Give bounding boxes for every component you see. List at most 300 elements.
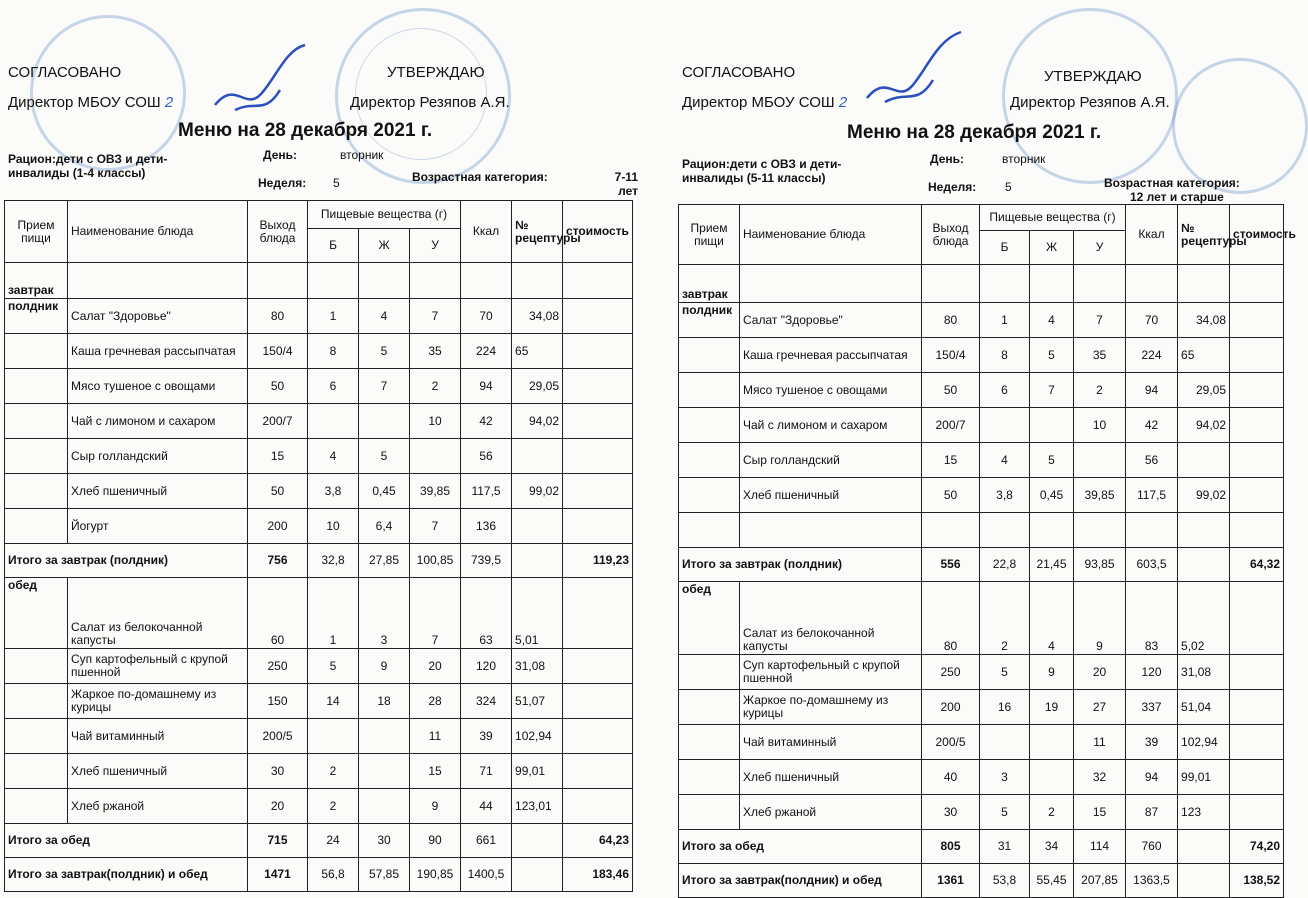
table-row: [679, 408, 1284, 443]
fat-cell: 5: [1030, 443, 1074, 478]
protein-cell: 1: [980, 303, 1030, 338]
dish-name: Хлеб пшеничный: [68, 474, 248, 509]
table-cell: [5, 334, 68, 369]
cost-cell: [563, 789, 633, 824]
kcal-cell: 71: [461, 754, 512, 789]
recipe-cell: 51,04: [1178, 690, 1230, 725]
protein-cell: 8: [980, 338, 1030, 373]
week-label: Неделя:: [928, 180, 977, 194]
protein-cell: 6: [308, 369, 359, 404]
kcal-cell: 70: [461, 299, 512, 334]
cost-cell: [1230, 795, 1284, 830]
kcal-cell: 117,5: [1126, 478, 1178, 513]
fat-cell: 4: [1030, 582, 1074, 655]
recipe-cell: 99,02: [512, 474, 563, 509]
table-cell: [980, 265, 1030, 303]
table-cell: [410, 263, 461, 299]
protein-cell: [980, 408, 1030, 443]
protein-cell: 3: [980, 760, 1030, 795]
column-header: Ккал: [461, 201, 512, 263]
table-row: [5, 474, 633, 509]
yield-cell: 80: [248, 299, 308, 334]
total-row: [679, 830, 1284, 864]
table-cell: [5, 369, 68, 404]
fat-cell: 7: [1030, 373, 1074, 408]
table-cell: [359, 263, 410, 299]
week-value: 5: [333, 176, 340, 190]
recipe-cell: 65: [1178, 338, 1230, 373]
yield-cell: 15: [922, 443, 980, 478]
table-header-row: [679, 205, 1284, 231]
column-header: № рецептуры: [512, 201, 563, 263]
fat-cell: [1030, 408, 1074, 443]
yield-cell: 30: [248, 754, 308, 789]
table-row: [5, 299, 633, 334]
total-row: [5, 858, 633, 892]
table-cell: [679, 443, 740, 478]
recipe-cell: 5,02: [1178, 582, 1230, 655]
fat-cell: 0,45: [359, 474, 410, 509]
kcal-cell: 94: [461, 369, 512, 404]
yield-cell: [922, 513, 980, 548]
carb-cell: 15: [410, 754, 461, 789]
total-protein: 31: [980, 830, 1030, 864]
table-cell: [1126, 265, 1178, 303]
yield-cell: 80: [922, 303, 980, 338]
dish-name: Жаркое по-домашнему из курицы: [740, 690, 922, 725]
column-header: Пищевые вещества (г): [308, 201, 461, 229]
carb-cell: 20: [1074, 655, 1126, 690]
dish-name: Сыр голландский: [68, 439, 248, 474]
protein-cell: [308, 404, 359, 439]
total-fat: 21,45: [1030, 548, 1074, 582]
cost-cell: [563, 404, 633, 439]
table-cell: [679, 655, 740, 690]
dish-name: Чай с лимоном и сахаром: [68, 404, 248, 439]
ration-label: Рацион:дети с ОВЗ и дети-инвалиды (1-4 классы): [8, 152, 168, 180]
yield-cell: 200/7: [922, 408, 980, 443]
cost-cell: [563, 649, 633, 684]
fat-cell: [359, 719, 410, 754]
recipe-cell: 65: [512, 334, 563, 369]
approve-label: УТВЕРЖДАЮ: [387, 64, 485, 81]
dish-name: Жаркое по-домашнему из курицы: [68, 684, 248, 719]
fat-cell: 3: [359, 578, 410, 649]
total-row: [5, 824, 633, 858]
agreed-label: СОГЛАСОВАНО: [682, 64, 796, 81]
total-recipe: [512, 544, 563, 578]
table-cell: [679, 795, 740, 830]
kcal-cell: 39: [461, 719, 512, 754]
recipe-cell: 34,08: [512, 299, 563, 334]
total-cost: 64,32: [1230, 548, 1284, 582]
carb-cell: 9: [1074, 582, 1126, 655]
table-row: [679, 725, 1284, 760]
protein-cell: 3,8: [308, 474, 359, 509]
table-row: [5, 649, 633, 684]
kcal-cell: 94: [1126, 373, 1178, 408]
table-cell: [1230, 265, 1284, 303]
table-cell: [5, 509, 68, 544]
cost-cell: [563, 719, 633, 754]
total-row: [5, 544, 633, 578]
menu-table: [678, 204, 1296, 898]
total-row: [679, 864, 1284, 898]
dish-name: Чай с лимоном и сахаром: [740, 408, 922, 443]
total-fat: 55,45: [1030, 864, 1074, 898]
recipe-cell: 123: [1178, 795, 1230, 830]
carb-cell: 28: [410, 684, 461, 719]
dish-name: Йогурт: [68, 509, 248, 544]
signature-icon: [205, 40, 315, 130]
kcal-cell: 70: [1126, 303, 1178, 338]
recipe-cell: [1178, 513, 1230, 548]
menu-page-right: [672, 0, 1298, 889]
protein-cell: 10: [308, 509, 359, 544]
total-recipe: [1178, 830, 1230, 864]
carb-cell: [1074, 513, 1126, 548]
dish-name: Суп картофельный с крупой пшенной: [68, 649, 248, 684]
ration-label: Рацион:дети с ОВЗ и дети-инвалиды (5-11 классы): [682, 157, 842, 185]
fat-cell: 4: [1030, 303, 1074, 338]
kcal-cell: 224: [1126, 338, 1178, 373]
column-header: Пищевые вещества (г): [980, 205, 1126, 231]
column-header: стоимость: [1230, 205, 1284, 265]
carb-cell: 11: [410, 719, 461, 754]
kcal-cell: 120: [461, 649, 512, 684]
protein-cell: 5: [308, 649, 359, 684]
table-row: [679, 513, 1284, 548]
recipe-cell: 99,01: [1178, 760, 1230, 795]
age-value: 12 лет и старше: [1130, 190, 1224, 204]
agreed-label: СОГЛАСОВАНО: [8, 64, 122, 81]
dish-name: Каша гречневая рассыпчатая: [740, 338, 922, 373]
protein-cell: 2: [308, 754, 359, 789]
seal-stamp: [1172, 58, 1308, 194]
yield-cell: 200/5: [248, 719, 308, 754]
dish-name: Салат из белокочанной капусты: [740, 582, 922, 655]
column-header: Прием пищи: [5, 201, 68, 263]
dish-name: Мясо тушеное с овощами: [68, 369, 248, 404]
recipe-cell: 34,08: [1178, 303, 1230, 338]
carb-cell: 35: [410, 334, 461, 369]
table-cell: [1030, 265, 1074, 303]
total-carb: 190,85: [410, 858, 461, 892]
approve-director: Директор Резяпов А.Я.: [1010, 94, 1170, 111]
table-cell: [679, 478, 740, 513]
cost-cell: [1230, 760, 1284, 795]
table-cell: [679, 760, 740, 795]
table-row: [679, 760, 1284, 795]
table-cell: [512, 263, 563, 299]
total-cost: 119,23: [563, 544, 633, 578]
total-kcal: 1363,5: [1126, 864, 1178, 898]
table-row: [679, 655, 1284, 690]
day-label: День:: [263, 148, 297, 162]
fat-cell: 18: [359, 684, 410, 719]
total-recipe: [1178, 548, 1230, 582]
table-cell: [5, 719, 68, 754]
kcal-cell: 87: [1126, 795, 1178, 830]
protein-cell: 4: [980, 443, 1030, 478]
yield-cell: 20: [248, 789, 308, 824]
recipe-cell: 99,01: [512, 754, 563, 789]
recipe-cell: 94,02: [1178, 408, 1230, 443]
cost-cell: [1230, 303, 1284, 338]
dish-name: Чай витаминный: [68, 719, 248, 754]
director-line: Директор МБОУ СОШ 2: [682, 94, 848, 111]
fat-cell: 4: [359, 299, 410, 334]
recipe-cell: [512, 509, 563, 544]
table-row: [5, 719, 633, 754]
table-row: [5, 439, 633, 474]
cost-cell: [1230, 408, 1284, 443]
cost-cell: [1230, 690, 1284, 725]
column-header: Ккал: [1126, 205, 1178, 265]
total-yield: 756: [248, 544, 308, 578]
dish-name: [740, 513, 922, 548]
carb-cell: 20: [410, 649, 461, 684]
yield-cell: 15: [248, 439, 308, 474]
kcal-cell: 117,5: [461, 474, 512, 509]
yield-cell: 200/5: [922, 725, 980, 760]
total-recipe: [512, 824, 563, 858]
total-label: Итого за завтрак (полдник): [679, 548, 922, 582]
meal-label: полдник: [679, 303, 740, 338]
fat-cell: 5: [1030, 338, 1074, 373]
recipe-cell: 123,01: [512, 789, 563, 824]
table-cell: [5, 404, 68, 439]
approve-label: УТВЕРЖДАЮ: [1044, 68, 1142, 85]
table-row: [5, 789, 633, 824]
protein-cell: 3,8: [980, 478, 1030, 513]
column-header: У: [410, 229, 461, 263]
carb-cell: 2: [410, 369, 461, 404]
age-value: 7-11 лет: [614, 170, 638, 198]
total-carb: 100,85: [410, 544, 461, 578]
table-cell: [679, 373, 740, 408]
cost-cell: [563, 369, 633, 404]
director-line: Директор МБОУ СОШ 2: [8, 94, 174, 111]
column-header: У: [1074, 231, 1126, 265]
total-cost: 183,46: [563, 858, 633, 892]
carb-cell: 7: [410, 299, 461, 334]
table-cell: [679, 408, 740, 443]
column-header: Ж: [1030, 231, 1074, 265]
fat-cell: 9: [1030, 655, 1074, 690]
carb-cell: 39,85: [1074, 478, 1126, 513]
cost-cell: [1230, 373, 1284, 408]
total-label: Итого за обед: [5, 824, 248, 858]
yield-cell: 200/7: [248, 404, 308, 439]
day-value: вторник: [340, 148, 384, 162]
column-header: Б: [980, 231, 1030, 265]
dish-name: Хлеб пшеничный: [740, 760, 922, 795]
yield-cell: 30: [922, 795, 980, 830]
yield-cell: 50: [248, 474, 308, 509]
fat-cell: 5: [359, 334, 410, 369]
kcal-cell: 56: [1126, 443, 1178, 478]
yield-cell: 40: [922, 760, 980, 795]
table-cell: [68, 263, 248, 299]
day-value: вторник: [1002, 152, 1046, 166]
cost-cell: [563, 439, 633, 474]
fat-cell: [1030, 760, 1074, 795]
carb-cell: 11: [1074, 725, 1126, 760]
table-cell: [679, 690, 740, 725]
total-cost: 74,20: [1230, 830, 1284, 864]
table-cell: [461, 263, 512, 299]
total-carb: 114: [1074, 830, 1126, 864]
total-label: Итого за завтрак(полдник) и обед: [5, 858, 248, 892]
total-protein: 22,8: [980, 548, 1030, 582]
total-recipe: [512, 858, 563, 892]
protein-cell: 5: [980, 655, 1030, 690]
table-row: [679, 303, 1284, 338]
cost-cell: [1230, 513, 1284, 548]
kcal-cell: 42: [461, 404, 512, 439]
table-cell: [5, 474, 68, 509]
table-row: [679, 478, 1284, 513]
protein-cell: 2: [308, 789, 359, 824]
dish-name: Хлеб пшеничный: [68, 754, 248, 789]
protein-cell: 14: [308, 684, 359, 719]
carb-cell: [410, 439, 461, 474]
table-row: [5, 334, 633, 369]
total-kcal: 760: [1126, 830, 1178, 864]
total-yield: 1361: [922, 864, 980, 898]
signature-icon: [857, 28, 967, 118]
dish-name: Салат "Здоровье": [740, 303, 922, 338]
total-kcal: 739,5: [461, 544, 512, 578]
table-row: [679, 795, 1284, 830]
total-fat: 30: [359, 824, 410, 858]
table-cell: [679, 725, 740, 760]
table-row: [5, 684, 633, 719]
protein-cell: [980, 513, 1030, 548]
kcal-cell: 324: [461, 684, 512, 719]
carb-cell: 32: [1074, 760, 1126, 795]
kcal-cell: [1126, 513, 1178, 548]
age-label: Возрастная категория:: [1104, 176, 1240, 190]
meal-label: полдник: [5, 299, 68, 334]
kcal-cell: 120: [1126, 655, 1178, 690]
column-header: стоимость: [563, 201, 633, 263]
recipe-cell: 31,08: [1178, 655, 1230, 690]
carb-cell: 10: [1074, 408, 1126, 443]
recipe-cell: [512, 439, 563, 474]
table-cell: [5, 684, 68, 719]
cost-cell: [563, 684, 633, 719]
column-header: Наименование блюда: [68, 201, 248, 263]
column-header: Выход блюда: [922, 205, 980, 265]
kcal-cell: 224: [461, 334, 512, 369]
table-cell: [5, 649, 68, 684]
cost-cell: [563, 474, 633, 509]
total-fat: 27,85: [359, 544, 410, 578]
total-fat: 57,85: [359, 858, 410, 892]
kcal-cell: 44: [461, 789, 512, 824]
kcal-cell: 136: [461, 509, 512, 544]
table-row: [5, 509, 633, 544]
total-yield: 556: [922, 548, 980, 582]
total-cost: 138,52: [1230, 864, 1284, 898]
recipe-cell: 31,08: [512, 649, 563, 684]
kcal-cell: 63: [461, 578, 512, 649]
cost-cell: [1230, 655, 1284, 690]
table-row: [5, 578, 633, 649]
cost-cell: [563, 334, 633, 369]
total-kcal: 603,5: [1126, 548, 1178, 582]
dish-name: Каша гречневая рассыпчатая: [68, 334, 248, 369]
table-row: [679, 582, 1284, 655]
cost-cell: [1230, 443, 1284, 478]
section-row: [5, 263, 633, 299]
fat-cell: [1030, 725, 1074, 760]
meal-label: обед: [679, 582, 740, 655]
yield-cell: 80: [922, 582, 980, 655]
meal-label: обед: [5, 578, 68, 649]
kcal-cell: 337: [1126, 690, 1178, 725]
carb-cell: 15: [1074, 795, 1126, 830]
cost-cell: [1230, 582, 1284, 655]
cost-cell: [563, 299, 633, 334]
carb-cell: 27: [1074, 690, 1126, 725]
total-label: Итого за завтрак(полдник) и обед: [679, 864, 922, 898]
table-row: [5, 754, 633, 789]
fat-cell: [1030, 513, 1074, 548]
fat-cell: 7: [359, 369, 410, 404]
table-row: [5, 369, 633, 404]
total-kcal: 1400,5: [461, 858, 512, 892]
table-row: [679, 690, 1284, 725]
dish-name: Салат из белокочанной капусты: [68, 578, 248, 649]
kcal-cell: 94: [1126, 760, 1178, 795]
total-protein: 24: [308, 824, 359, 858]
dish-name: Хлеб ржаной: [68, 789, 248, 824]
total-yield: 715: [248, 824, 308, 858]
recipe-cell: 102,94: [1178, 725, 1230, 760]
fat-cell: [359, 754, 410, 789]
yield-cell: 150/4: [922, 338, 980, 373]
carb-cell: 7: [1074, 303, 1126, 338]
yield-cell: 250: [922, 655, 980, 690]
table-cell: [679, 513, 740, 548]
week-value: 5: [1005, 180, 1012, 194]
total-protein: 53,8: [980, 864, 1030, 898]
dish-name: Хлеб пшеничный: [740, 478, 922, 513]
carb-cell: 2: [1074, 373, 1126, 408]
table-cell: [1074, 265, 1126, 303]
protein-cell: 4: [308, 439, 359, 474]
table-cell: [740, 265, 922, 303]
cost-cell: [1230, 478, 1284, 513]
total-kcal: 661: [461, 824, 512, 858]
dish-name: Хлеб ржаной: [740, 795, 922, 830]
fat-cell: 2: [1030, 795, 1074, 830]
page-title: Меню на 28 декабря 2021 г.: [847, 122, 1102, 143]
table-row: [5, 404, 633, 439]
meal-label: завтрак: [5, 263, 68, 299]
total-protein: 56,8: [308, 858, 359, 892]
cost-cell: [1230, 725, 1284, 760]
carb-cell: 35: [1074, 338, 1126, 373]
menu-page-left: [0, 0, 640, 889]
total-carb: 207,85: [1074, 864, 1126, 898]
carb-cell: 9: [410, 789, 461, 824]
carb-cell: 39,85: [410, 474, 461, 509]
kcal-cell: 39: [1126, 725, 1178, 760]
